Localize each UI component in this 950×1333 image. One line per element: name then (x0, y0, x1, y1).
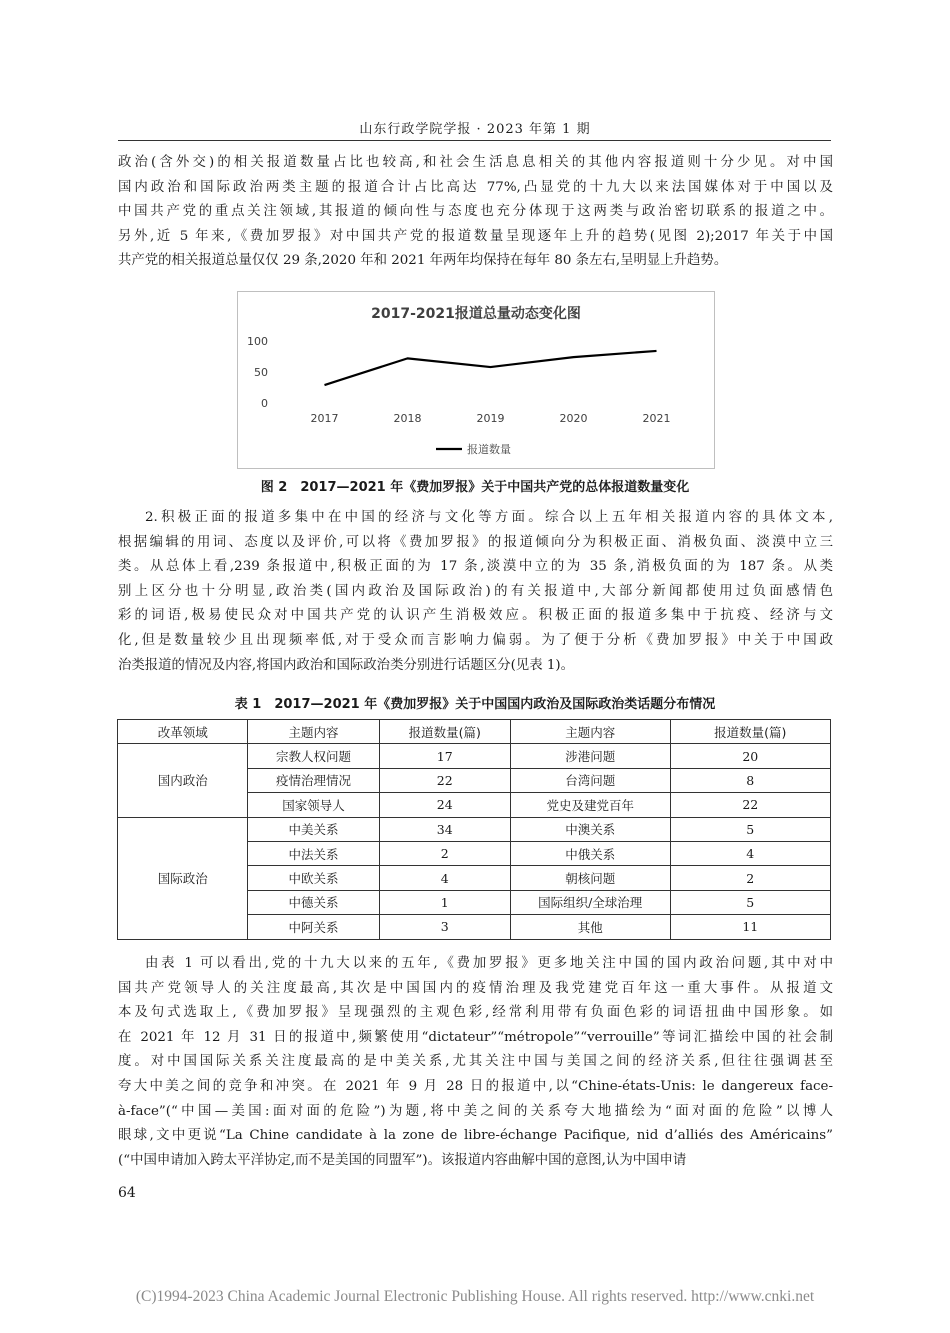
paragraph-1 (118, 151, 833, 274)
table-cell: 17 (379, 744, 510, 768)
table-cell: 中俄关系 (510, 841, 670, 865)
copyright-watermark: (C)1994-2023 China Academic Journal Electronic Publishing House. All rights reserved. http://www.cnki.net (135, 1288, 815, 1305)
table-cell: 4 (670, 841, 830, 865)
text-line: 根据编辑的用词、态度以及评价,可以将《费加罗报》的报道倾向分为积极正面、消极负面、淡漠中立三 (118, 534, 833, 550)
text-line: à-face”(“中国—美国:面对面的危险”)为题,将中美之间的关系夸大地描绘为“面对面的危险”以博人 (118, 1103, 833, 1119)
header-cell: 主题内容 (510, 720, 670, 744)
paragraph-2 (118, 506, 833, 678)
table-cell: 中美关系 (248, 817, 379, 841)
header-cell: 改革领域 (118, 720, 248, 744)
table-cell: 国家领导人 (248, 793, 379, 817)
figure-caption: 图 2 2017—2021 年《费加罗报》关于中国共产党的总体报道数量变化 (260, 480, 690, 495)
text-line: 治类报道的情况及内容,将国内政治和国际政治类分别进行话题区分(见表 1)。 (118, 657, 574, 673)
table-cell: 中阿关系 (248, 915, 379, 939)
text-line: 2.积极正面的报道多集中在中国的经济与文化等方面。综合以上五年相关报道内容的具体文本, (145, 510, 833, 525)
x-tick-label: 2018 (393, 412, 422, 425)
y-tick-label: 50 (254, 366, 268, 379)
area-cell: 国内政治 (118, 744, 248, 817)
text-line: 化,但是数量较少且出现频率低,对于受众而言影响力偏弱。为了便于分析《费加罗报》中关于中国政 (118, 632, 833, 648)
text-line: 国内政治和国际政治两类主题的报道合计占比高达 77%,凸显党的十九大以来法国媒体对于中国以及 (118, 179, 833, 195)
table-cell: 中澳关系 (510, 817, 670, 841)
y-tick-label: 100 (247, 335, 268, 348)
text-line: 在 2021 年 12 月 31 日的报道中,频繁使用“dictateur”“métropole”“verrouille”等词汇描绘中国的社会制 (118, 1029, 833, 1045)
header-cell: 报道数量(篇) (379, 720, 510, 744)
table-cell: 34 (379, 817, 510, 841)
text-line: 另外,近 5 年来,《费加罗报》对中国共产党的报道数量呈现逐年上升的趋势(见图 2);2017 年关于中国 (118, 228, 833, 244)
table-cell: 宗教人权问题 (248, 744, 379, 768)
table-cell: 22 (670, 793, 830, 817)
line-chart (238, 292, 714, 468)
x-tick-label: 2017 (310, 412, 339, 425)
table-row (118, 744, 831, 768)
table-cell: 朝核问题 (510, 866, 670, 890)
topic-distribution-table (117, 719, 831, 940)
table-cell: 24 (379, 793, 510, 817)
header-cell: 报道数量(篇) (670, 720, 830, 744)
table-cell: 20 (670, 744, 830, 768)
table-cell: 台湾问题 (510, 768, 670, 792)
area-cell: 国际政治 (118, 817, 248, 939)
paragraph-3 (118, 952, 833, 1173)
y-tick-label: 0 (261, 397, 268, 410)
header-cell: 主题内容 (248, 720, 379, 744)
header-rule (118, 140, 831, 141)
table-cell: 中法关系 (248, 841, 379, 865)
table-cell: 22 (379, 768, 510, 792)
text-line: 政治(含外交)的相关报道数量占比也较高,和社会生活息息相关的其他内容报道则十分少见。对中国 (118, 155, 833, 170)
running-header: 山东行政学院学报 · 2023 年第 1 期 (359, 122, 591, 137)
table-cell: 国际组织/全球治理 (510, 890, 670, 914)
x-tick-label: 2019 (476, 412, 505, 425)
text-line: 眼球,文中更说“La Chine candidate à la zone de libre-échange Pacifique, nid d’alliés des Américains” (118, 1128, 833, 1144)
table-cell: 其他 (510, 915, 670, 939)
page-number: 64 (118, 1185, 136, 1201)
text-line: 国共产党领导人的关注度最高,其次是中国国内的疫情治理及我党建党百年这一重大事件。从报道文 (118, 980, 833, 996)
table-header-row (118, 720, 831, 744)
x-tick-label: 2020 (559, 412, 588, 425)
series-line (325, 351, 657, 385)
table-cell: 中欧关系 (248, 866, 379, 890)
text-line: 由表 1 可以看出,党的十九大以来的五年,《费加罗报》更多地关注中国的国内政治问题,其中对中 (145, 956, 833, 971)
table-caption: 表 1 2017—2021 年《费加罗报》关于中国国内政治及国际政治类话题分布情况 (234, 697, 716, 712)
text-line: 彩的词语,极易使民众对中国共产党的认识产生消极效应。积极正面的报道多集中于抗疫、经济与文 (118, 608, 833, 624)
table-cell: 2 (670, 866, 830, 890)
table-cell: 5 (670, 890, 830, 914)
text-line: 度。对中国国际关系关注度最高的是中美关系,尤其关注中国与美国之间的经济关系,但往往强调甚至 (118, 1054, 833, 1070)
text-line: 本及句式选取上,《费加罗报》呈现强烈的主观色彩,经常利用带有负面色彩的词语扭曲中国形象。如 (118, 1005, 833, 1021)
x-tick-label: 2021 (642, 412, 671, 425)
table-cell: 3 (379, 915, 510, 939)
text-line: 类。从总体上看,239 条报道中,积极正面的为 17 条,淡漠中立的为 35 条,消极负面的为 187 条。从类 (118, 559, 833, 575)
text-line: 别上区分也十分明显,政治类(国内政治及国际政治)的有关报道中,大部分新闻都使用过负面感情色 (118, 583, 833, 599)
text-line: 夸大中美之间的竞争和冲突。在 2021 年 9 月 28 日的报道中,以“Chine-états-Unis: le dangereux face- (118, 1078, 833, 1094)
table-cell: 2 (379, 841, 510, 865)
text-line: (“中国申请加入跨太平洋协定,而不是美国的同盟军”)。该报道内容曲解中国的意图,认为中国申请 (118, 1152, 687, 1168)
table-cell: 11 (670, 915, 830, 939)
chart-title: 2017-2021报道总量动态变化图 (371, 306, 581, 322)
text-line: 共产党的相关报道总量仅仅 29 条,2020 年和 2021 年两年均保持在每年 80 条左右,呈明显上升趋势。 (118, 253, 728, 269)
table-cell: 8 (670, 768, 830, 792)
table-row (118, 817, 831, 841)
text-line: 中国共产党的重点关注领域,其报道的倾向性与态度也充分体现于这两类与政治密切联系的报道之中。 (118, 204, 833, 220)
line-chart-frame (237, 291, 715, 469)
table-cell: 1 (379, 890, 510, 914)
table-cell: 疫情治理情况 (248, 768, 379, 792)
table-cell: 4 (379, 866, 510, 890)
table-cell: 中德关系 (248, 890, 379, 914)
table-cell: 涉港问题 (510, 744, 670, 768)
legend-label: 报道数量 (467, 443, 511, 456)
table-cell: 党史及建党百年 (510, 793, 670, 817)
table-cell: 5 (670, 817, 830, 841)
